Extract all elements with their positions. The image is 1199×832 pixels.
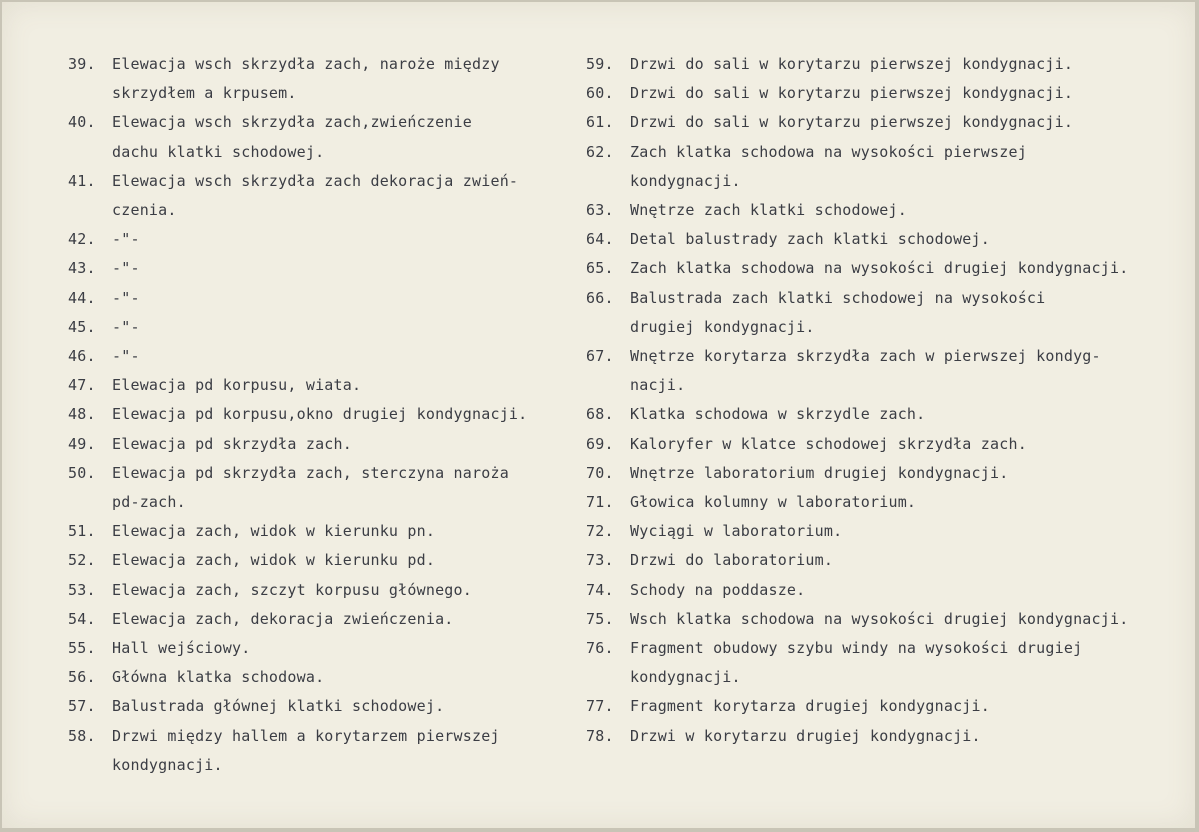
item-description: Wnętrze zach klatki schodowej. bbox=[630, 201, 907, 220]
list-item bbox=[68, 576, 588, 605]
list-item bbox=[68, 751, 588, 780]
list-item bbox=[68, 517, 588, 546]
item-description: Elewacja zach, szczyt korpusu głównego. bbox=[112, 580, 472, 599]
item-description: Zach klatka schodowa na wysokości pierwszej bbox=[630, 142, 1027, 161]
list-item bbox=[586, 342, 1186, 371]
item-number: 66. bbox=[586, 288, 614, 307]
item-number: 52. bbox=[68, 551, 96, 570]
list-item bbox=[586, 459, 1186, 488]
item-number: 72. bbox=[586, 522, 614, 541]
list-item bbox=[586, 605, 1186, 634]
list-item bbox=[586, 488, 1186, 517]
item-description: nacji. bbox=[630, 376, 686, 395]
item-number: 77. bbox=[586, 697, 614, 716]
list-item bbox=[586, 663, 1186, 692]
left-column bbox=[68, 50, 588, 780]
item-description: kondygnacji. bbox=[630, 171, 741, 190]
list-item bbox=[586, 225, 1186, 254]
list-item bbox=[68, 663, 588, 692]
list-item bbox=[586, 634, 1186, 663]
item-description: Drzwi do sali w korytarzu pierwszej kondygnacji. bbox=[630, 55, 1074, 73]
item-number: 69. bbox=[586, 434, 614, 453]
list-item bbox=[586, 430, 1186, 459]
item-description: Balustrada głównej klatki schodowej. bbox=[112, 697, 445, 716]
item-description: Hall wejściowy. bbox=[112, 639, 251, 658]
document-page bbox=[2, 2, 1195, 828]
item-description: drugiej kondygnacji. bbox=[630, 317, 815, 336]
item-description: Drzwi do laboratorium. bbox=[630, 551, 834, 570]
item-number: 74. bbox=[586, 580, 614, 599]
item-number bbox=[68, 138, 112, 167]
item-number: 54. bbox=[68, 609, 96, 628]
list-item bbox=[586, 254, 1186, 283]
list-item bbox=[68, 488, 588, 517]
list-item bbox=[586, 284, 1186, 313]
list-item bbox=[586, 313, 1186, 342]
item-number: 68. bbox=[586, 405, 614, 424]
item-number: 43. bbox=[68, 259, 96, 278]
item-number bbox=[586, 313, 630, 342]
list-item bbox=[68, 108, 588, 137]
item-number: 70. bbox=[586, 463, 614, 482]
list-item bbox=[586, 722, 1186, 751]
list-item bbox=[68, 167, 588, 196]
item-description: Drzwi do sali w korytarzu pierwszej kondygnacji. bbox=[630, 113, 1074, 132]
item-description: pd-zach. bbox=[112, 493, 186, 512]
list-item bbox=[68, 430, 588, 459]
item-number bbox=[586, 371, 630, 400]
list-item bbox=[68, 605, 588, 634]
item-description: Schody na poddasze. bbox=[630, 580, 806, 599]
list-item bbox=[68, 634, 588, 663]
item-number bbox=[68, 488, 112, 517]
item-description: Elewacja zach, dekoracja zwieńczenia. bbox=[112, 609, 454, 628]
item-description: Elewacja wsch skrzydła zach, naroże między bbox=[112, 55, 500, 73]
list-item bbox=[586, 546, 1186, 575]
item-number: 53. bbox=[68, 580, 96, 599]
item-number: 75. bbox=[586, 609, 614, 628]
item-description: Wnętrze korytarza skrzydła zach w pierwszej kondyg- bbox=[630, 347, 1101, 366]
item-description: Fragment korytarza drugiej kondygnacji. bbox=[630, 697, 990, 716]
list-item bbox=[68, 138, 588, 167]
item-number bbox=[586, 167, 630, 196]
item-number: 56. bbox=[68, 668, 96, 687]
item-description: Elewacja pd skrzydła zach. bbox=[112, 434, 352, 453]
item-number: 58. bbox=[68, 726, 96, 745]
list-item bbox=[586, 138, 1186, 167]
item-number bbox=[68, 751, 112, 780]
item-description: Elewacja zach, widok w kierunku pn. bbox=[112, 522, 436, 541]
item-description: dachu klatki schodowej. bbox=[112, 142, 325, 161]
list-item bbox=[68, 50, 588, 79]
item-description: -"- bbox=[112, 288, 140, 307]
list-item bbox=[68, 692, 588, 721]
item-number: 65. bbox=[586, 259, 614, 278]
item-number: 63. bbox=[586, 201, 614, 220]
list-item bbox=[586, 79, 1186, 108]
item-description: -"- bbox=[112, 317, 140, 336]
list-item bbox=[586, 692, 1186, 721]
list-item bbox=[586, 196, 1186, 225]
list-item bbox=[68, 79, 588, 108]
item-number: 50. bbox=[68, 463, 96, 482]
list-item bbox=[586, 50, 1186, 79]
item-description: Fragment obudowy szybu windy na wysokości drugiej bbox=[630, 639, 1083, 658]
item-description: Klatka schodowa w skrzydle zach. bbox=[630, 405, 926, 424]
list-item bbox=[586, 576, 1186, 605]
item-number: 45. bbox=[68, 317, 96, 336]
item-description: Zach klatka schodowa na wysokości drugiej kondygnacji. bbox=[630, 259, 1129, 278]
item-description: Detal balustrady zach klatki schodowej. bbox=[630, 230, 990, 249]
item-description: czenia. bbox=[112, 201, 177, 220]
item-description: kondygnacji. bbox=[630, 668, 741, 687]
item-number: 40. bbox=[68, 113, 96, 132]
item-number: 60. bbox=[586, 84, 614, 103]
item-number: 73. bbox=[586, 551, 614, 570]
item-description: kondygnacji. bbox=[112, 755, 223, 774]
item-description: Balustrada zach klatki schodowej na wysokości bbox=[630, 288, 1046, 307]
item-number: 41. bbox=[68, 171, 96, 190]
item-description: Wyciągi w laboratorium. bbox=[630, 522, 843, 541]
list-item bbox=[68, 342, 588, 371]
list-item bbox=[68, 546, 588, 575]
list-item bbox=[68, 254, 588, 283]
item-number: 48. bbox=[68, 405, 96, 424]
item-description: -"- bbox=[112, 259, 140, 278]
item-number: 46. bbox=[68, 347, 96, 366]
item-description: Wsch klatka schodowa na wysokości drugiej kondygnacji. bbox=[630, 609, 1129, 628]
item-number: 49. bbox=[68, 434, 96, 453]
item-description: Kaloryfer w klatce schodowej skrzydła zach. bbox=[630, 434, 1027, 453]
item-number bbox=[68, 79, 112, 108]
item-number: 39. bbox=[68, 55, 96, 73]
item-description: Drzwi w korytarzu drugiej kondygnacji. bbox=[630, 726, 981, 745]
list-item bbox=[586, 517, 1186, 546]
item-description: Głowica kolumny w laboratorium. bbox=[630, 493, 917, 512]
item-number: 61. bbox=[586, 113, 614, 132]
right-column bbox=[586, 50, 1186, 751]
list-item bbox=[68, 196, 588, 225]
list-item bbox=[68, 722, 588, 751]
item-description: Elewacja wsch skrzydła zach dekoracja zwień- bbox=[112, 171, 519, 190]
list-item bbox=[586, 167, 1186, 196]
list-item bbox=[68, 284, 588, 313]
item-number: 55. bbox=[68, 639, 96, 658]
item-number: 47. bbox=[68, 376, 96, 395]
list-item bbox=[68, 225, 588, 254]
item-description: skrzydłem a krpusem. bbox=[112, 84, 297, 103]
item-number: 62. bbox=[586, 142, 614, 161]
item-description: Drzwi do sali w korytarzu pierwszej kondygnacji. bbox=[630, 84, 1074, 103]
item-number: 59. bbox=[586, 55, 614, 73]
item-description: -"- bbox=[112, 230, 140, 249]
item-description: Główna klatka schodowa. bbox=[112, 668, 325, 687]
list-item bbox=[68, 400, 588, 429]
item-number bbox=[586, 663, 630, 692]
item-number bbox=[68, 196, 112, 225]
item-description: Elewacja pd skrzydła zach, sterczyna naroża bbox=[112, 463, 509, 482]
list-item bbox=[586, 400, 1186, 429]
item-description: Elewacja pd korpusu, wiata. bbox=[112, 376, 362, 395]
item-number: 51. bbox=[68, 522, 96, 541]
item-description: Elewacja wsch skrzydła zach,zwieńczenie bbox=[112, 113, 472, 132]
item-number: 44. bbox=[68, 288, 96, 307]
item-number: 71. bbox=[586, 493, 614, 512]
list-item bbox=[586, 371, 1186, 400]
item-number: 57. bbox=[68, 697, 96, 716]
item-description: Wnętrze laboratorium drugiej kondygnacji. bbox=[630, 463, 1009, 482]
list-item bbox=[68, 459, 588, 488]
item-description: Elewacja pd korpusu,okno drugiej kondygnacji. bbox=[112, 405, 528, 424]
list-item bbox=[68, 313, 588, 342]
list-item bbox=[586, 108, 1186, 137]
list-item bbox=[68, 371, 588, 400]
item-number: 78. bbox=[586, 726, 614, 745]
item-number: 64. bbox=[586, 230, 614, 249]
item-number: 42. bbox=[68, 230, 96, 249]
item-description: Elewacja zach, widok w kierunku pd. bbox=[112, 551, 436, 570]
item-description: Drzwi między hallem a korytarzem pierwszej bbox=[112, 726, 500, 745]
item-number: 67. bbox=[586, 347, 614, 366]
item-description: -"- bbox=[112, 347, 140, 366]
item-number: 76. bbox=[586, 639, 614, 658]
